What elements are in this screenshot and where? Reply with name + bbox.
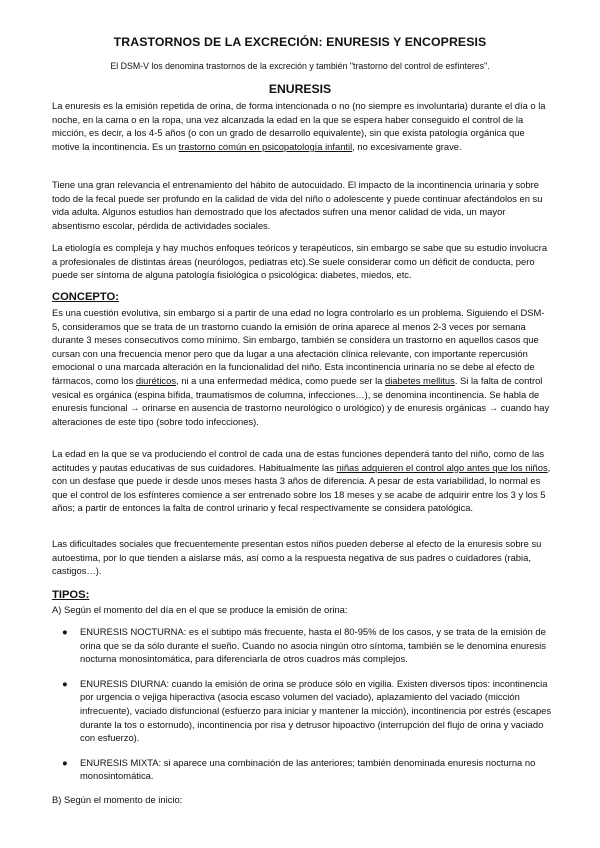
tipos-b-line: B) Según el momento de inicio:: [52, 794, 183, 805]
underlined-term-diureticos: diuréticos: [135, 374, 177, 386]
paragraph-definition: La enuresis es la emisión repetida de orina, de forma intencionada o no (no siempre es involuntaria) durante el día o la noche, en la cama o en la ropa, una vez alcanzada la edad en la que se espera haber conseguido el control de la micción, es decir, a los 4-5 años (o con un grado de desarrollo equivalente), sin que exista patología orgánica que motive la incontinencia. Es un trastorno común en psicopatología infantil, no excesivamente grave.: [52, 100, 546, 152]
bullet-icon: ●: [62, 677, 68, 689]
bullet-icon: ●: [62, 756, 68, 768]
underlined-term-diabetes: diabetes mellitus: [385, 374, 455, 386]
section-heading-enuresis: ENURESIS: [268, 82, 332, 96]
document-subtitle: El DSM-V los denomina trastornos de la excreción y también "trastorno del control de esfínteres".: [110, 61, 490, 71]
tipos-heading: TIPOS:: [52, 589, 90, 601]
paragraph-social: Las dificultades sociales que frecuentemente presentan estos niños pueden deberse al efecto de la enuresis sobre su autoestima, por lo que tienden a aislarse más, así como a la respuesta negativa de sus padres o cuidadores (rabia, castigos…).: [52, 538, 542, 577]
paragraph-concepto: Es una cuestión evolutiva, sin embargo si a partir de una edad no logra controlarlo es un problema. Siguiendo el DSM-5, consideramos que se trata de un trastorno cuando la emisión de orina aparece al menos 2-3 veces por semana durante 3 meses consecutivos como mínimo. Sin embargo, también se considera un trastorno en aquellos casos que cursan con una frecuencia menor pero que da lugar a una afectación clínica relevante, con importante repercusión emocional o una marcada alteración en la funcionalidad del niño. Esta incontinencia urinaria no se debe al efecto de fármacos, como los diuréticos, ni a una enfermedad médica, como puede ser la diabetes mellitus. Si la falta de control vesical es orgánica (espina bífida, traumatismos de columna, infecciones…), se denomina incontinencia. Se habla de enuresis funcional → orinarse en ausencia de trastorno neurológico o urológico) y de enuresis orgánicas → cuando hay alteraciones de este tipo (sobre todo infecciones).: [52, 307, 550, 427]
paragraph-age-control: La edad en la que se va produciendo el control de cada una de estas funciones dependerá tanto del niño, como de las actitudes y pautas educativas de sus cuidadores. Habitualmente las niñas adquieren el control algo antes que los niños, con un desfase que puede ir desde unos meses hasta 3 años de diferencia. A pesar de esta variabilidad, lo normal es que el control de los esfínteres comience a ser entrenado sobre los 18 meses y se acabe de adquirir entre los 3 y los 5 años; a partir de entonces la falta de control urinario y fecal respectivamente se considera patológica.: [52, 448, 551, 514]
tipos-list: [52, 625, 552, 783]
paragraph-etiology: La etiología es compleja y hay muchos enfoques teóricos y terapéuticos, sin embargo se sabe que su estudio involucra a profesionales de distintas áreas (neurólogos, pediatras etc).Se suele considerar como un déficit de conducta, pero puede ser síntoma de alguna patología fisiológica o psicológica: diabetes, miedos, etc.: [52, 242, 548, 281]
document-title: TRASTORNOS DE LA EXCRECIÓN: ENURESIS Y ENCOPRESIS: [113, 35, 487, 49]
tipos-a-line: A) Según el momento del día en el que se produce la emisión de orina:: [52, 604, 348, 615]
concepto-heading: CONCEPTO:: [52, 291, 119, 303]
list-item: ● ENURESIS DIURNA: cuando la emisión de orina se produce sólo en vigilia. Existen diversos tipos: incontinencia por urgencia o vejiga hiperactiva (asocia escaso volumen del vaciado), aplazamiento del vaciado (micción infrecuente), vaciado disfuncional (esfuerzo para iniciar y mantener la micción), incontinencia por estrés (escapes durante la tos o estornudo), incontinencia por risa y detrusor hipoactivo (interrupción del flujo de orina y vaciado con esfuerzo).: [62, 677, 552, 744]
paragraph-relevance: Tiene una gran relevancia el entrenamiento del hábito de autocuidado. El impacto de la incontinencia urinaria y sobre todo de la fecal puede ser profundo en la calidad de vida del niño o adolescente y puede continuar afectándolos en su vida adulta. Algunos estudios han demostrado que los afectados sufren una menor calidad de vida, un mayor absentismo escolar, pérdida de actividades sociales.: [52, 179, 543, 231]
list-item: ● ENURESIS MIXTA: si aparece una combinación de las anteriores; también denominada enuresis nocturna no monosintomática.: [62, 756, 536, 782]
underlined-term: trastorno común en psicopatología infantil: [178, 140, 353, 152]
underlined-term-ninas: niñas adquieren el control algo antes que los niños: [336, 461, 548, 473]
list-item: ● ENURESIS NOCTURNA: es el subtipo más frecuente, hasta el 80-95% de los casos, y se trata de la emisión de orina que se da sólo durante el sueño. Cuando no asocia ningún otro síntoma, también se le denomina enuresis nocturna monosintomática, para diferenciarla de otros cuadros más complejos.: [62, 626, 546, 665]
bullet-icon: ●: [62, 626, 68, 637]
